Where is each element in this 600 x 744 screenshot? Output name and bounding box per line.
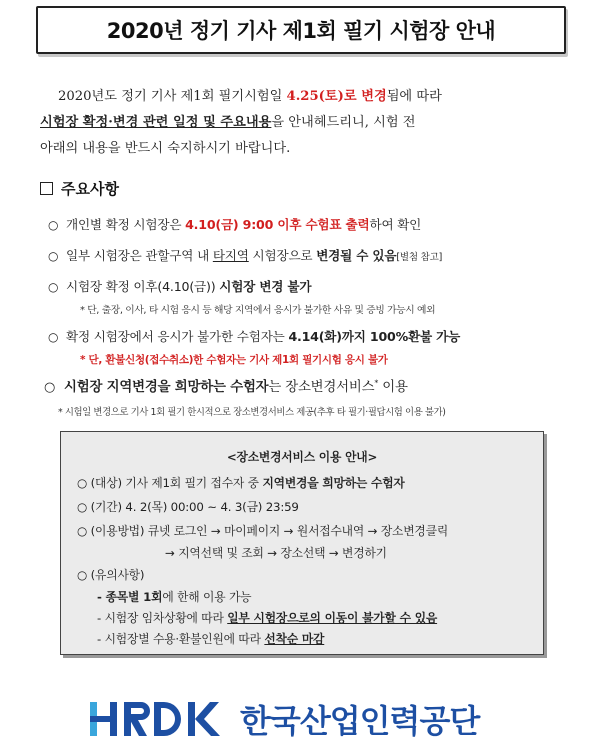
item-text: 이용 (378, 380, 408, 395)
box-text: 4. 2(목) 00:00 ~ 4. 3(금) 23:59 (121, 500, 299, 514)
section-heading (40, 178, 119, 199)
item-bold: 시험장 지역변경을 희망하는 수험자 (64, 380, 269, 395)
intro-text: 됨에 따라 (386, 89, 442, 104)
circle-bullet-icon: ○ (44, 380, 56, 395)
intro-line-2 (40, 110, 565, 136)
box-bold: 일부 시험장으로의 이동이 불가할 수 있음 (227, 611, 438, 625)
circle-bullet-icon: ○ (48, 249, 59, 263)
item-bold: 변경될 수 있음 (316, 248, 397, 263)
page-title: 2020년 정기 기사 제1회 필기 시험장 안내 (36, 6, 566, 54)
list-item (44, 376, 408, 395)
intro-date-change: 4.25(토)로 변경 (286, 89, 387, 104)
circle-bullet-icon: ○ (48, 280, 59, 294)
box-text: - 시험장 임차상황에 따라 (97, 611, 228, 625)
service-info-box (60, 431, 544, 655)
circle-bullet-icon: ○ (77, 568, 91, 582)
box-label: (유의사항) (90, 568, 145, 582)
intro-text: 2020년도 정기 기사 제1회 필기시험일 (58, 89, 287, 104)
list-item (48, 214, 421, 233)
box-label: (기간) (90, 500, 122, 514)
box-bold: 선착순 마감 (264, 632, 325, 646)
circle-bullet-icon: ○ (48, 330, 59, 344)
box-text: 큐넷 로그인 → 마이페이지 → 원서접수내역 → 장소변경클릭 (144, 524, 449, 538)
item-text: 개인별 확정 시험장은 (66, 217, 186, 232)
item-reference: [별첨 참고] (396, 252, 443, 263)
item-text: 는 장소변경서비스 (268, 380, 375, 395)
footer-logo (88, 696, 479, 742)
list-item (48, 245, 442, 264)
box-text: - 시험장별 수용·환불인원에 따라 (97, 632, 265, 646)
intro-highlight: 시험장 확정·변경 관련 일정 및 주요내용 (40, 115, 272, 130)
box-notice-3 (97, 630, 324, 647)
box-label: (이용방법) (90, 524, 145, 538)
box-text: 에 한해 이용 가능 (162, 590, 252, 604)
hrdk-logo-icon (88, 698, 228, 740)
item-note-red: * 단, 환불신청(접수취소)한 수험자는 기사 제1회 필기시험 응시 불가 (80, 354, 388, 366)
item-bold: 4.14(화)까지 100%환불 가능 (288, 329, 461, 344)
section-title: 주요사항 (61, 180, 119, 198)
box-target (77, 474, 405, 491)
intro-line-1 (40, 84, 565, 110)
box-bold: - 종목별 1회 (97, 590, 163, 604)
circle-bullet-icon: ○ (77, 524, 91, 538)
box-text: 기사 제1회 필기 접수자 중 (121, 476, 263, 490)
item-text: 확정 시험장에서 응시가 불가한 수험자는 (66, 329, 289, 344)
box-method-continued: → 지역선택 및 조회 → 장소선택 → 변경하기 (165, 546, 387, 560)
organization-name: 한국산업인력공단 (240, 702, 480, 740)
box-period (77, 498, 299, 515)
intro-line-3: 아래의 내용을 반드시 숙지하시기 바랍니다. (40, 141, 291, 156)
item-text: 시험장 확정 이후(4.10(금)) (66, 279, 220, 294)
checkbox-square-icon (40, 182, 53, 195)
intro-paragraph (40, 84, 565, 162)
item-footnote-mark: * (374, 378, 379, 388)
box-title: <장소변경서비스 이용 안내> (226, 450, 378, 464)
circle-bullet-icon: ○ (48, 218, 59, 232)
item-text: 시험장으로 (248, 248, 317, 263)
list-item (48, 276, 311, 295)
box-notice-2 (97, 609, 437, 626)
item-text: 하여 확인 (369, 217, 422, 232)
intro-text: 을 안내헤드리니, 시험 전 (271, 115, 416, 130)
box-notice (77, 566, 144, 583)
box-notice-1 (97, 588, 251, 605)
circle-bullet-icon: ○ (77, 500, 91, 514)
item-underline: 타지역 (212, 248, 249, 263)
item-highlight: 4.10(금) 9:00 이후 수험표 출력 (185, 217, 370, 232)
box-label: (대상) (90, 476, 122, 490)
item-text: 일부 시험장은 관할구역 내 (66, 248, 213, 263)
list-item (48, 326, 460, 345)
item-note: * 단, 출장, 이사, 타 시험 응시 등 해당 지역에서 응시가 불가한 사유 및 증빙 가능시 예외 (80, 305, 436, 316)
box-method (77, 522, 448, 539)
item-bold: 시험장 변경 불가 (219, 279, 312, 294)
item-note: * 시험일 변경으로 기사 1회 필기 한시적으로 장소변경서비스 제공(추후 타 필기·필답시험 이용 불가) (58, 407, 446, 418)
circle-bullet-icon: ○ (77, 476, 91, 490)
box-bold: 지역변경을 희망하는 수험자 (262, 476, 405, 490)
